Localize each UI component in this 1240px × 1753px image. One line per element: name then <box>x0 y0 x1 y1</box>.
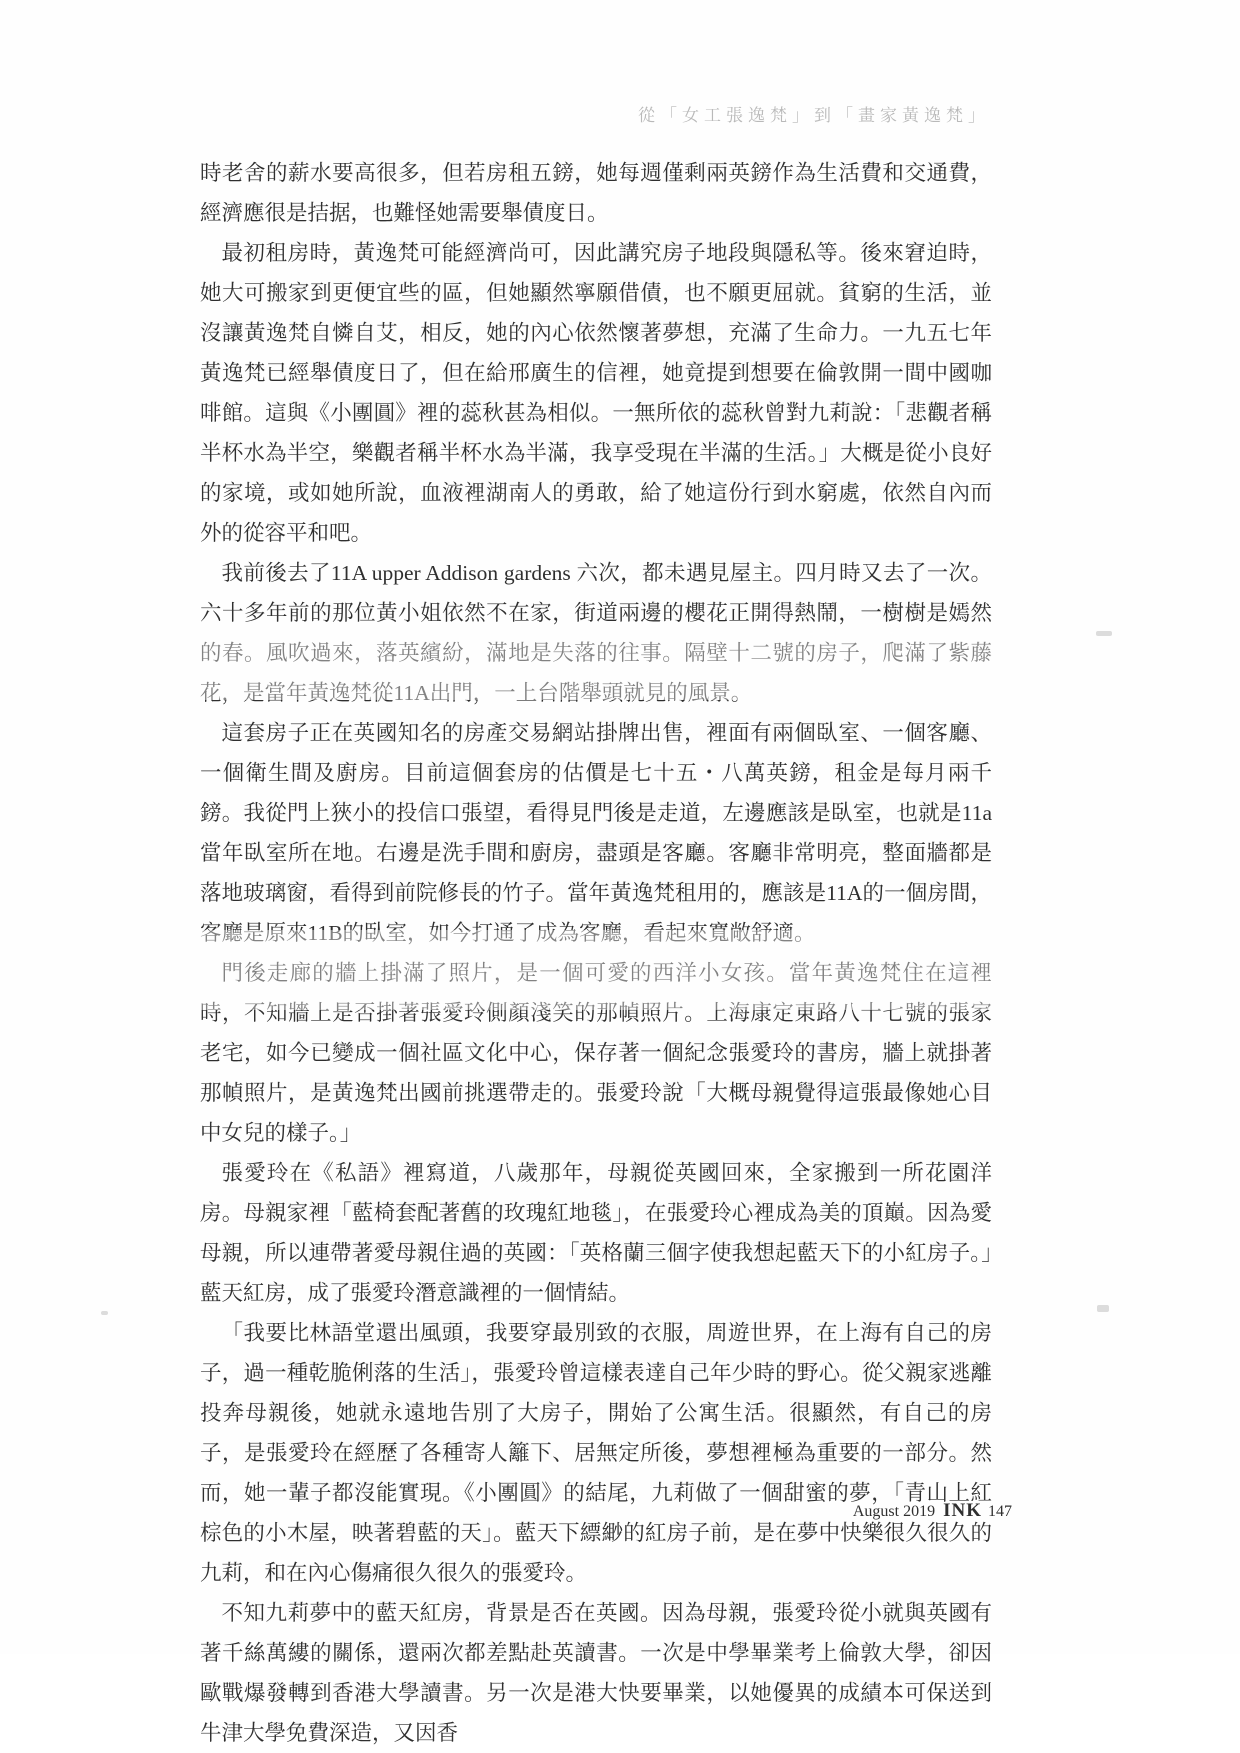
paragraph: 「我要比林語堂還出風頭，我要穿最別致的衣服，周遊世界，在上海有自己的房子，過一種乾脆俐落的生活」，張愛玲曾這樣表達自己年少時的野心。從父親家逃離投奔母親後，她就永遠地告別了大房子，開始了公寓生活。很顯然，有自己的房子，是張愛玲在經歷了各種寄人籬下、居無定所後，夢想裡極為重要的一部分。然而，她一輩子都沒能實現。《小團圓》的結尾，九莉做了一個甜蜜的夢，「青山上紅棕色的小木屋，映著碧藍的天」。藍天下縹緲的紅房子前，是在夢中快樂很久很久的九莉，和在內心傷痛很久很久的張愛玲。 <box>200 1321 992 1585</box>
scan-artifact <box>101 1311 108 1315</box>
footer-issue: August 2019 <box>852 1503 936 1520</box>
footer-page-number: 147 <box>988 1503 1012 1520</box>
footer-magazine-logo: INK <box>943 1500 982 1521</box>
paragraph: 張愛玲在《私語》裡寫道，八歲那年，母親從英國回來，全家搬到一所花園洋房。母親家裡「藍椅套配著舊的玫瑰紅地毯」，在張愛玲心裡成為美的頂巔。因為愛母親，所以連帶著愛母親住過的英國：「英格蘭三個字使我想起藍天下的小紅房子。」藍天紅房，成了張愛玲潛意識裡的一個情結。 <box>200 1161 992 1305</box>
paragraph: 門後走廊的牆上掛滿了照片，是一個可愛的西洋小女孩。當年黃逸梵住在這裡時，不知牆上是否掛著張愛玲側顏淺笑的那幀照片。上海康定東路八十七號的張家老宅，如今已變成一個社區文化中心，保存著一個紀念張愛玲的書房，牆上就掛著那幀照片，是黃逸梵出國前挑選帶走的。張愛玲說「大概母親覺得這張最像她心目中女兒的樣子。」 <box>200 961 992 1145</box>
scan-artifact <box>1096 631 1112 636</box>
paragraph: 時老舍的薪水要高很多，但若房租五鎊，她每週僅剩兩英鎊作為生活費和交通費，經濟應很是拮据，也難怪她需要舉債度日。 <box>200 161 992 225</box>
running-header: 從「女工張逸梵」到「畫家黃逸梵」 <box>638 106 990 125</box>
paragraph: 最初租房時，黃逸梵可能經濟尚可，因此講究房子地段與隱私等。後來窘迫時，她大可搬家到更便宜些的區，但她顯然寧願借債，也不願更屈就。貧窮的生活，並沒讓黃逸梵自憐自艾，相反，她的內心依然懷著夢想，充滿了生命力。一九五七年黃逸梵已經舉債度日了，但在給邢廣生的信裡，她竟提到想要在倫敦開一間中國咖啡館。這與《小團圓》裡的蕊秋甚為相似。一無所依的蕊秋曾對九莉說：「悲觀者稱半杯水為半空，樂觀者稱半杯水為半滿，我享受現在半滿的生活。」大概是從小良好的家境，或如她所說，血液裡湖南人的勇敢，給了她這份行到水窮處，依然自內而外的從容平和吧。 <box>200 241 992 545</box>
scan-artifact <box>1097 1305 1109 1312</box>
paragraph: 我前後去了11A upper Addison gardens 六次，都未遇見屋主。四月時又去了一次。六十多年前的那位黃小姐依然不在家，街道兩邊的櫻花正開得熱鬧，一樹樹是嫣然的春。風吹過來，落英繽紛，滿地是失落的往事。隔壁十二號的房子，爬滿了紫藤花，是當年黃逸梵從11A出門，一上台階舉頭就見的風景。 <box>200 561 992 705</box>
page-footer <box>853 1500 1012 1522</box>
paragraph: 不知九莉夢中的藍天紅房，背景是否在英國。因為母親，張愛玲從小就與英國有著千絲萬縷的關係，還兩次都差點赴英讀書。一次是中學畢業考上倫敦大學，卻因歐戰爆發轉到香港大學讀書。另一次是港大快要畢業，以她優異的成績本可保送到牛津大學免費深造，又因香 <box>200 1601 992 1745</box>
paragraph: 這套房子正在英國知名的房產交易網站掛牌出售，裡面有兩個臥室、一個客廳、一個衛生間及廚房。目前這個套房的估價是七十五・八萬英鎊，租金是每月兩千鎊。我從門上狹小的投信口張望，看得見門後是走道，左邊應該是臥室，也就是11a 當年臥室所在地。右邊是洗手間和廚房，盡頭是客廳。客廳非常明亮，整面牆都是落地玻璃窗，看得到前院修長的竹子。當年黃逸梵租用的，應該是11A的一個房間，客廳是原來11B的臥室，如今打通了成為客廳，看起來寬敞舒適。 <box>200 721 992 945</box>
